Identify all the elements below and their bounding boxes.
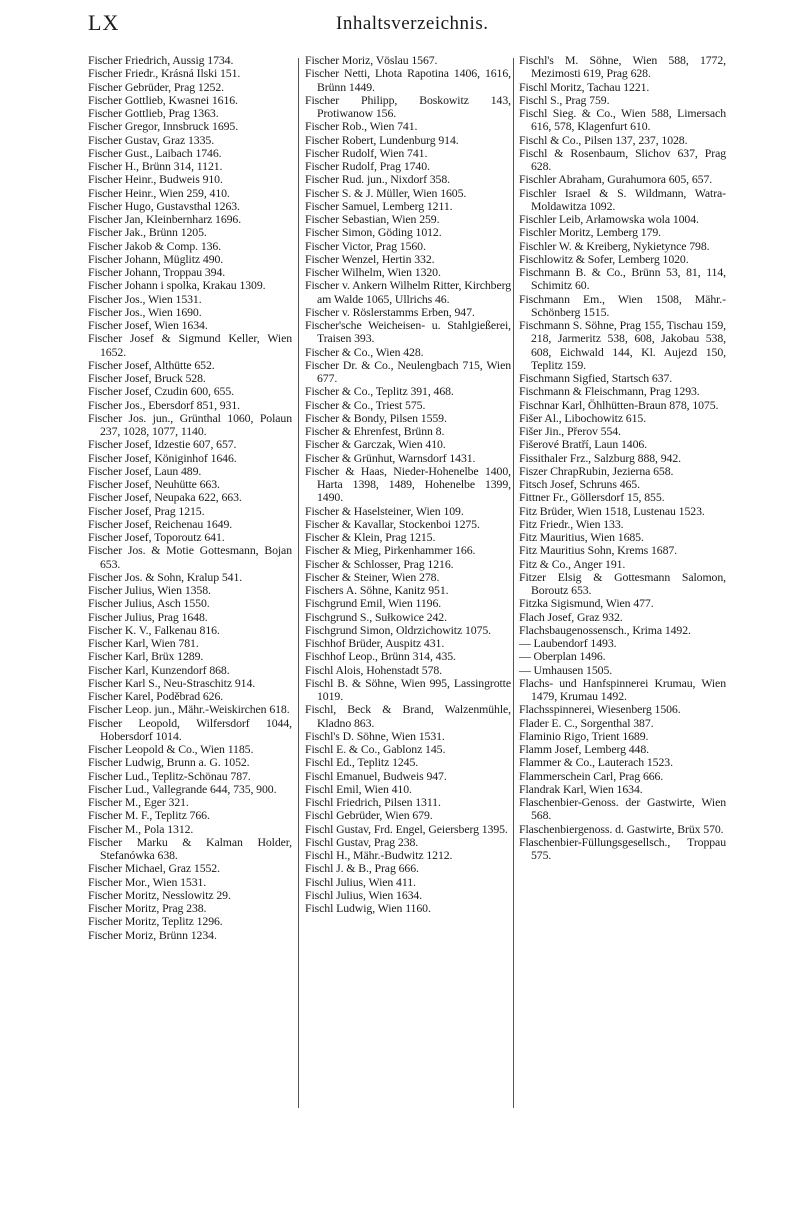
index-entry: Fischer Wilhelm, Wien 1320.: [305, 265, 441, 279]
index-entry: Fischer & Co., Teplitz 391, 468.: [305, 384, 454, 399]
index-entry: Fischer M., Eger 321.: [88, 795, 189, 809]
index-entry: Fischer Karl, Wien 781.: [88, 636, 199, 650]
index-entry: Fiszer ChrapRubin, Jezierna 658.: [519, 463, 674, 478]
index-entry: Fišer Al., Libochowitz 615.: [519, 410, 647, 425]
index-entry: Fischer Heinr., Budweis 910.: [88, 172, 223, 187]
index-column-middle: [305, 54, 511, 915]
index-entry: Fischer Julius, Prag 1648.: [88, 609, 208, 624]
index-entry: Fischer Gottlieb, Prag 1363.: [88, 106, 219, 120]
index-entry: Fischer Robert, Lundenburg 914.: [305, 132, 459, 147]
index-entry: Fischer & Ehrenfest, Brünn 8.: [305, 424, 445, 438]
index-entry: Fitzer Elsig & Gottesmann Salomon, Boroutz 653.: [519, 569, 726, 597]
index-entry: Fischgrund S., Sułkowice 242.: [305, 609, 447, 624]
index-entry: Fischl Julius, Wien 411.: [305, 874, 416, 889]
index-entry: Fischl Julius, Wien 1634.: [305, 887, 423, 902]
index-entry: Flaschenbier-Genoss. der Gastwirte, Wien 568.: [519, 795, 726, 823]
index-entry: Flachsspinnerei, Wiesenberg 1506.: [519, 702, 681, 717]
index-entry: Fischer v. Ankern Wilhelm Ritter, Kirchberg am Walde 1065, Ullrichs 46.: [305, 278, 511, 306]
index-entry: Fischer v. Röslerstamms Erben, 947.: [305, 304, 475, 319]
index-entry: Fischer Ludwig, Brunn a. G. 1052.: [88, 755, 250, 770]
index-entry: Flamm Josef, Lemberg 448.: [519, 742, 649, 756]
index-entry: Fischer Jakob & Comp. 136.: [88, 238, 222, 253]
index-entry: Flaminio Rigo, Trient 1689.: [519, 728, 649, 743]
page-number: LX: [88, 10, 120, 35]
index-entry: Fischer & Garczak, Wien 410.: [305, 437, 446, 452]
index-entry: Fischer & Steiner, Wien 278.: [305, 569, 440, 584]
index-entry: Fischer H., Brünn 314, 1121.: [88, 159, 223, 173]
index-entry: Fischer & Haselsteiner, Wien 109.: [305, 503, 464, 518]
index-entry: Fischer & Haas, Nieder-Hohenelbe 1400, Harta 1398, 1489, Hohenelbe 1399, 1490.: [305, 463, 511, 505]
index-entry: Fischl Alois, Hohenstadt 578.: [305, 662, 443, 677]
index-entry: Fischer Josef, Toporoutz 641.: [88, 530, 225, 544]
index-entry: — Oberplan 1496.: [519, 649, 606, 664]
index-entry: Fischhof Leop., Brünn 314, 435.: [305, 649, 456, 664]
index-entry: Fischer Leopold & Co., Wien 1185.: [88, 742, 254, 756]
index-entry: Fischer Jos., Ebersdorf 851, 931.: [88, 397, 241, 412]
index-entry: Fischer Karl, Brüx 1289.: [88, 649, 204, 664]
index-entry: Fischer Gust., Laibach 1746.: [88, 145, 222, 160]
index-entry: Fischer M., Pola 1312.: [88, 821, 194, 836]
index-entry: Fischer Josef, Reichenau 1649.: [88, 516, 233, 531]
index-entry: Fischer Josef, Althütte 652.: [88, 357, 215, 372]
index-entry: Fischl's D. Söhne, Wien 1531.: [305, 728, 445, 743]
index-entry: Fitsch Josef, Schruns 465.: [519, 477, 640, 491]
index-entry: Flach Josef, Graz 932.: [519, 609, 623, 624]
index-entry: Fischer Josef, Königinhof 1646.: [88, 450, 237, 465]
index-entry: Fischgrund Emil, Wien 1196.: [305, 596, 442, 611]
index-entry: Fischer & Kavallar, Stockenboi 1275.: [305, 516, 480, 531]
index-entry: Fischer Leopold, Wilfersdorf 1044, Hobersdorf 1014.: [88, 715, 292, 743]
index-entry: Fischer Gregor, Innsbruck 1695.: [88, 119, 239, 134]
index-entry: — Laubendorf 1493.: [519, 636, 617, 650]
index-entry: Fischer Karl, Kunzendorf 868.: [88, 662, 230, 677]
index-entry: Fischer Gebrüder, Prag 1252.: [88, 79, 224, 94]
index-entry: Fischer & Grünhut, Warnsdorf 1431.: [305, 450, 476, 465]
index-entry: Fischer Rudolf, Prag 1740.: [305, 159, 430, 173]
index-entry: Flaschenbier-Füllungsgesellsch., Troppau 575.: [519, 834, 726, 862]
index-entry: Fischer Moritz, Nesslowitz 29.: [88, 887, 231, 902]
column-divider: [513, 58, 514, 1108]
index-entry: Fischler Leib, Arłamowska wola 1004.: [519, 212, 699, 226]
index-entry: Fischer Josef, Czudin 600, 655.: [88, 384, 234, 399]
index-entry: Fischer Lud., Vallegrande 644, 735, 900.: [88, 781, 277, 796]
index-entry: Fischer M. F., Teplitz 766.: [88, 808, 210, 823]
index-entry: Fischer Josef, Neuhütte 663.: [88, 477, 220, 491]
index-entry: Fischl Ed., Teplitz 1245.: [305, 755, 419, 770]
index-entry: Fischer Netti, Lhota Rapotina 1406, 1616, Brünn 1449.: [305, 66, 511, 94]
index-entry: Flader E. C., Sorgenthal 387.: [519, 715, 654, 730]
index-entry: Fischhof Brüder, Auspitz 431.: [305, 636, 445, 650]
index-entry: Fischer Wenzel, Hertin 332.: [305, 251, 435, 266]
index-entry: Fischl S., Prag 759.: [519, 92, 610, 107]
index-entry: Fischler Abraham, Gurahumora 605, 657.: [519, 172, 713, 187]
index-entry: Fischer Moritz, Teplitz 1296.: [88, 914, 223, 929]
index-entry: Fischer Marku & Kalman Holder, Stefanówka 638.: [88, 834, 292, 862]
index-entry: Fischmann B. & Co., Brünn 53, 81, 114, Schimitz 60.: [519, 265, 726, 293]
index-entry: Fissithaler Frz., Salzburg 888, 942.: [519, 450, 681, 465]
index-entry: Fischer Jan, Kleinbernharz 1696.: [88, 212, 242, 226]
index-entry: Fischl Gebrüder, Wien 679.: [305, 808, 433, 823]
index-entry: Fischer'sche Weicheisen- u. Stahlgießerei, Traisen 393.: [305, 318, 511, 346]
index-entry: Flachs- und Hanfspinnerei Krumau, Wien 1479, Krumau 1492.: [519, 675, 726, 703]
page-header: [88, 10, 728, 40]
index-entry: Fitz & Co., Anger 191.: [519, 556, 626, 571]
index-entry: Fischer Johann, Troppau 394.: [88, 265, 226, 279]
index-entry: Fischer Moritz, Prag 238.: [88, 901, 207, 915]
index-entry: Fischl Emanuel, Budweis 947.: [305, 768, 447, 783]
index-entry: Flammerschein Carl, Prag 666.: [519, 768, 664, 783]
index-entry: Fischl E. & Co., Gablonz 145.: [305, 742, 446, 756]
index-entry: Fischer & Co., Triest 575.: [305, 397, 426, 412]
index-entry: Fischl, Beck & Brand, Walzenmühle, Kladno 863.: [305, 702, 511, 730]
index-entry: Flaschenbiergenoss. d. Gastwirte, Brüx 570.: [519, 821, 724, 836]
index-entry: Fischnar Karl, Öhlhütten-Braun 878, 1075.: [519, 397, 719, 412]
index-entry: Fischer Philipp, Boskowitz 143, Protiwanow 156.: [305, 92, 511, 120]
index-entry: Fischer Jos., Wien 1690.: [88, 304, 202, 319]
index-entry: Fischer Heinr., Wien 259, 410.: [88, 185, 230, 200]
index-entry: Fischl & Rosenbaum, Slichov 637, Prag 628.: [519, 145, 726, 173]
index-entry: Fischer Michael, Graz 1552.: [88, 861, 220, 876]
index-entry: Fischgrund Simon, Oldrzichowitz 1075.: [305, 622, 492, 637]
index-entry: Flachsbaugenossensch., Krima 1492.: [519, 622, 691, 637]
index-entry: Fischer Hugo, Gustavsthal 1263.: [88, 198, 240, 213]
index-entry: Fischer Simon, Göding 1012.: [305, 225, 442, 240]
index-entry: Fišer Jin., Přerov 554.: [519, 424, 621, 438]
index-entry: Fischl Emil, Wien 410.: [305, 781, 412, 796]
index-entry: Fišerové Bratří, Laun 1406.: [519, 437, 648, 452]
index-entry: Fischl J. & B., Prag 666.: [305, 861, 419, 876]
column-divider: [298, 58, 299, 1108]
index-entry: Flammer & Co., Lauterach 1523.: [519, 755, 673, 770]
index-entry: Fischl Gustav, Prag 238.: [305, 834, 419, 849]
index-entry: Fischer & Schlosser, Prag 1216.: [305, 556, 454, 571]
index-entry: Fischer Leop. jun., Mähr.-Weiskirchen 618.: [88, 702, 290, 717]
index-entry: Fitz Brüder, Wien 1518, Lustenau 1523.: [519, 503, 705, 518]
index-entry: Fischer Gottlieb, Kwasnei 1616.: [88, 92, 238, 107]
index-entry: Fischer Josef, Bruck 528.: [88, 371, 206, 385]
index-entry: Fischer Rud. jun., Nixdorf 358.: [305, 172, 451, 187]
index-entry: Fischer Rob., Wien 741.: [305, 119, 418, 134]
index-entry: — Umhausen 1505.: [519, 662, 613, 677]
index-entry: Fischmann Sigfied, Startsch 637.: [519, 371, 673, 385]
index-entry: Fitz Mauritius Sohn, Krems 1687.: [519, 543, 678, 558]
index-entry: Fischl & Co., Pilsen 137, 237, 1028.: [519, 132, 688, 147]
index-entry: Fischmann & Fleischmann, Prag 1293.: [519, 384, 700, 399]
index-column-right: [519, 54, 726, 862]
index-entry: Fischer Josef, Laun 489.: [88, 463, 202, 478]
index-entry: Fischer Moriz, Vöslau 1567.: [305, 53, 438, 67]
index-entry: Fischer Jos. & Motie Gottesmann, Bojan 653.: [88, 543, 292, 571]
index-entry: Fischl Ludwig, Wien 1160.: [305, 901, 431, 915]
index-entry: Flandrak Karl, Wien 1634.: [519, 781, 643, 796]
index-entry: Fischer Jos. & Sohn, Kralup 541.: [88, 569, 243, 584]
index-entry: Fischer Karl S., Neu-Straschitz 914.: [88, 675, 256, 690]
index-entry: Fischler Moritz, Lemberg 179.: [519, 225, 662, 240]
index-entry: Fischer K. V., Falkenau 816.: [88, 622, 220, 637]
index-entry: Fischer Josef, Idzestie 607, 657.: [88, 437, 237, 452]
index-entry: Fischer Jos., Wien 1531.: [88, 291, 202, 306]
index-entry: Fischer Friedrich, Aussig 1734.: [88, 53, 234, 67]
index-entry: Fischers A. Söhne, Kanitz 951.: [305, 583, 449, 597]
index-entry: Fischl Sieg. & Co., Wien 588, Limersach 616, 578, Klagenfurt 610.: [519, 106, 726, 134]
index-entry: Fischl Gustav, Frd. Engel, Geiersberg 1395.: [305, 821, 508, 836]
index-entry: Fischl H., Mähr.-Budwitz 1212.: [305, 848, 453, 862]
index-entry: Fischl's M. Söhne, Wien 588, 1772, Mezimosti 619, Prag 628.: [519, 53, 726, 81]
index-entry: Fischl Moritz, Tachau 1221.: [519, 79, 650, 94]
index-entry: Fischer Victor, Prag 1560.: [305, 238, 426, 253]
index-entry: Fischer Josef, Wien 1634.: [88, 318, 208, 332]
index-entry: Fischer Johann i spolka, Krakau 1309.: [88, 278, 266, 293]
index-column-left: [88, 54, 292, 942]
index-entry: Fischer Jak., Brünn 1205.: [88, 225, 207, 240]
index-entry: Fischl Friedrich, Pilsen 1311.: [305, 795, 441, 809]
index-entry: Fischer & Mieg, Pirkenhammer 166.: [305, 543, 476, 558]
index-entry: Fitz Mauritius, Wien 1685.: [519, 530, 644, 544]
index-entry: Fischer & Co., Wien 428.: [305, 344, 424, 359]
index-entry: Fischer Samuel, Lemberg 1211.: [305, 198, 453, 213]
index-entry: Fitzka Sigismund, Wien 477.: [519, 596, 654, 611]
index-entry: Fischer Lud., Teplitz-Schönau 787.: [88, 768, 251, 783]
index-entry: Fischlowitz & Sofer, Lemberg 1020.: [519, 251, 689, 266]
index-entry: Fischer Sebastian, Wien 259.: [305, 212, 440, 226]
index-entry: Fischer S. & J. Müller, Wien 1605.: [305, 185, 467, 200]
index-entry: Fischer Josef, Prag 1215.: [88, 503, 205, 518]
index-entry: Fittner Fr., Göllersdorf 15, 855.: [519, 490, 665, 505]
index-entry: Fischmann Em., Wien 1508, Mähr.-Schönberg 1515.: [519, 291, 726, 319]
index-entry: Fischer Josef & Sigmund Keller, Wien 1652.: [88, 331, 292, 359]
index-entry: Fischer Rudolf, Wien 741.: [305, 145, 428, 160]
index-entry: Fischer & Bondy, Pilsen 1559.: [305, 410, 447, 425]
index-entry: Fischer & Klein, Prag 1215.: [305, 530, 436, 544]
index-entry: Fischer Friedr., Krásná Ilski 151.: [88, 66, 241, 81]
running-title: Inhaltsverzeichnis.: [336, 13, 489, 34]
index-entry: Fischmann S. Söhne, Prag 155, Tischau 159, 218, Jarmeritz 538, 608, Jakobau 538, 608, Eichwald 144, Kl. Aujezd 150, Teplitz 159.: [519, 318, 726, 372]
index-entry: Fischer Johann, Müglitz 490.: [88, 251, 224, 266]
index-entry: Fischer Josef, Neupaka 622, 663.: [88, 490, 242, 505]
index-entry: Fischer Karel, Poděbrad 626.: [88, 689, 224, 703]
index-entry: Fischer Julius, Asch 1550.: [88, 596, 210, 611]
index-entry: Fischer Jos. jun., Grünthal 1060, Polaun 237, 1028, 1077, 1140.: [88, 410, 292, 438]
index-entry: Fischer Julius, Wien 1358.: [88, 583, 211, 597]
index-entry: Fischler W. & Kreiberg, Nykietynce 798.: [519, 238, 710, 253]
index-entry: Fitz Friedr., Wien 133.: [519, 516, 624, 531]
index-entry: Fischer Dr. & Co., Neulengbach 715, Wien 677.: [305, 357, 511, 385]
index-entry: Fischer Moriz, Brünn 1234.: [88, 927, 217, 942]
index-entry: Fischler Israel & S. Wildmann, Watra-Moldawitza 1092.: [519, 185, 726, 213]
index-entry: Fischer Gustav, Graz 1335.: [88, 132, 215, 147]
index-entry: Fischl B. & Söhne, Wien 995, Lassingrotte 1019.: [305, 675, 511, 703]
index-entry: Fischer Mor., Wien 1531.: [88, 874, 207, 889]
